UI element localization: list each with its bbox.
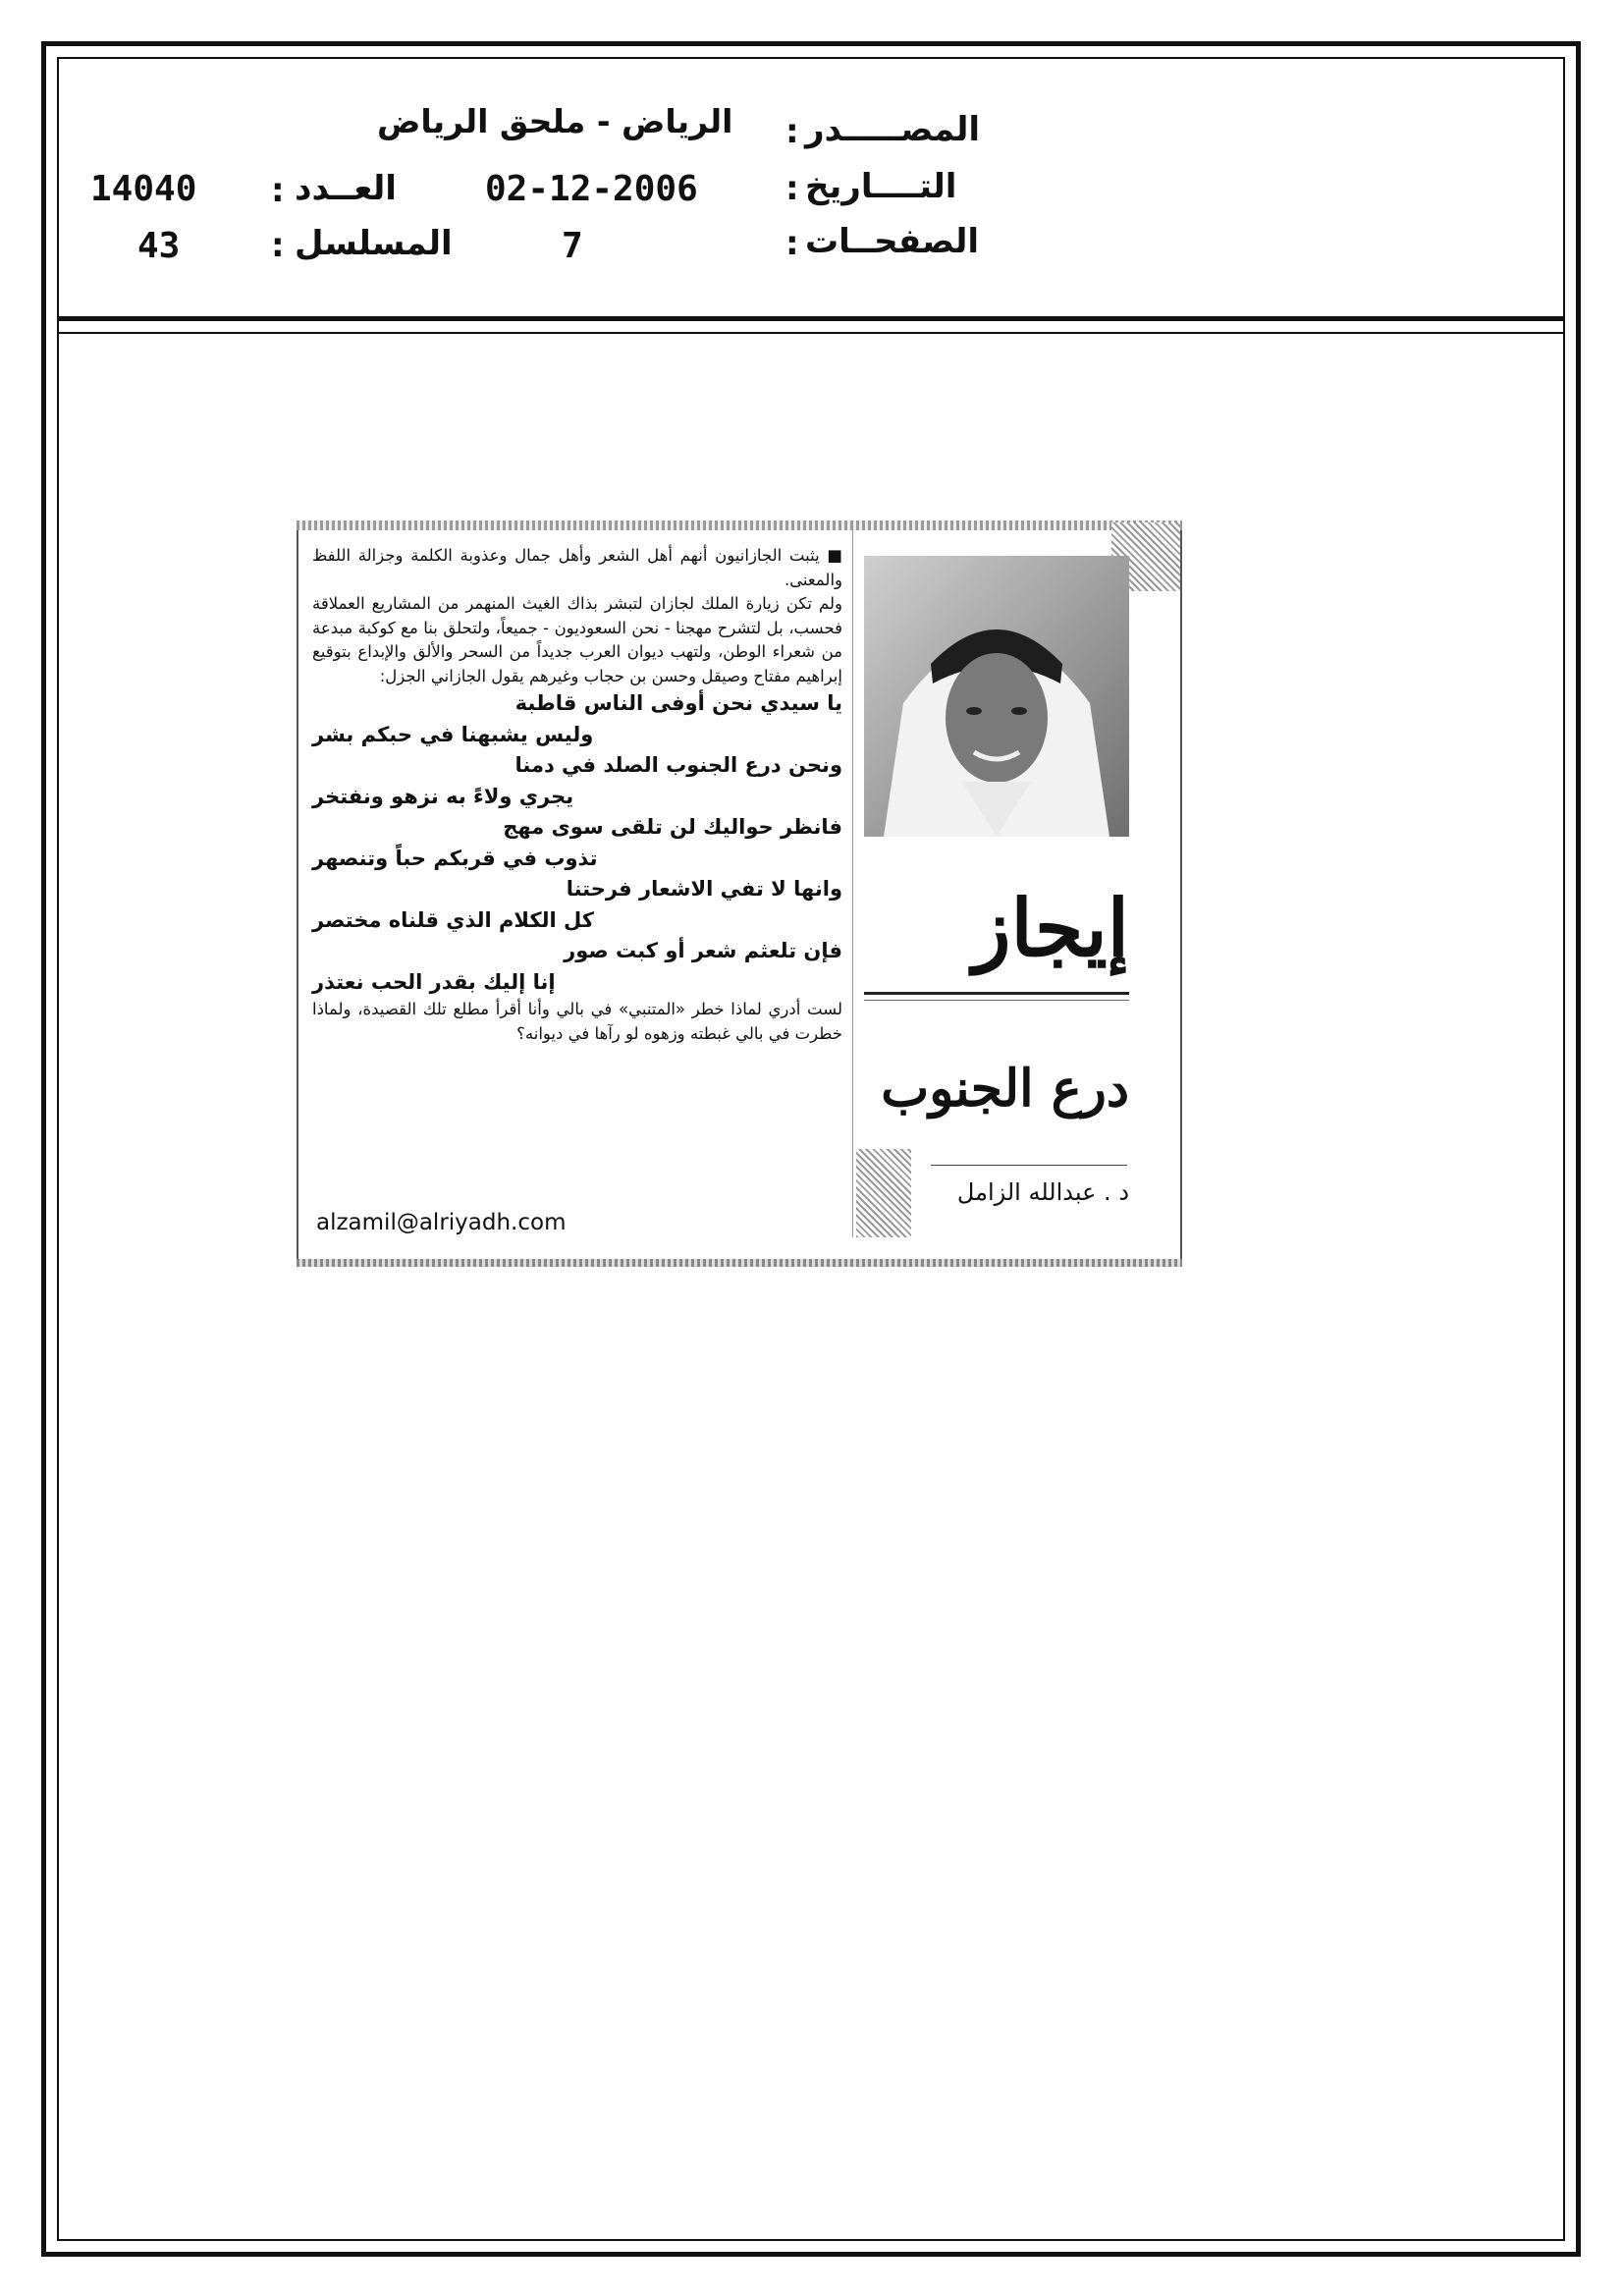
brand-rule (864, 992, 1129, 995)
header-separator (57, 316, 1565, 321)
source-colon: : (785, 112, 799, 151)
pages-colon: : (785, 224, 799, 263)
brand-rule-thin (864, 1000, 1129, 1001)
pages-value: 7 (562, 226, 583, 266)
article-paragraph: ولم تكن زيارة الملك لجازان لتبشر بذاك الغيث المنهمر من المشاريع العملاقة فحسب، بل لتشرح مهجنا - نحن السعوديون - جميعاً، ولتحلق بنا مع كوكبة مبدعة من شعراء الوطن، ولتهب ديوان العرب جديداً من السحر والألق والإبداع بتوقيع إبراهيم مفتاح وصيقل وحسن بن حجاب وغيرهم يقول الجازاني الجزل: (312, 594, 842, 685)
source-value: الرياض - ملحق الرياض (377, 102, 733, 140)
date-value: 02-12-2006 (485, 169, 698, 209)
article-title: درع الجنوب (881, 1059, 1129, 1119)
article-body (312, 544, 842, 1046)
verse-line: ونحن درع الجنوب الصلد في دمنا (514, 753, 842, 777)
column-divider (852, 530, 853, 1237)
date-colon: : (785, 169, 799, 208)
verse-line: فانظر حواليك لن تلقى سوى مهج (503, 815, 842, 839)
verse-line: يجري ولاءً به نزهو ونفتخر (312, 784, 574, 808)
issue-value: 14040 (90, 169, 197, 209)
title-rule (931, 1165, 1127, 1166)
verse-line: تذوب في قربكم حباً وتنصهر (312, 846, 598, 870)
author-photo (864, 556, 1129, 837)
verse-line: كل الكلام الذي قلناه مختصر (312, 907, 594, 932)
header-separator-thin (57, 332, 1565, 334)
verse-line: وليس يشبهنا في حبكم بشر (312, 722, 594, 746)
clipping-top-edge (297, 520, 1182, 530)
issue-colon: : (271, 171, 285, 210)
article-closing: لست أدري لماذا خطر «المتنبي» في بالي وأنا أقرأ مطلع تلك القصيدة، ولماذا خطرت في بالي غبطته وزهوه لو رآها في ديوانه؟ (312, 1000, 842, 1043)
author-email[interactable]: alzamil@alriyadh.com (316, 1210, 567, 1235)
author-name: د . عبدالله الزامل (956, 1178, 1129, 1206)
clipping-bottom-edge (297, 1259, 1182, 1267)
verse-line: وانها لا تفي الاشعار فرحتنا (566, 877, 842, 901)
source-label: المصـــــدر (805, 110, 981, 149)
verse-line: يا سيدي نحن أوفى الناس قاطبة (514, 691, 842, 715)
column-brand: إيجاز (972, 882, 1129, 974)
verse-line: إنا إليك بقدر الحب نعتذر (312, 969, 556, 994)
serial-colon: : (271, 226, 285, 265)
serial-label: المسلسل (295, 224, 453, 263)
verse-line: فإن تلعثم شعر أو كبت صور (564, 939, 842, 962)
serial-value: 43 (137, 226, 181, 266)
issue-label: العــدد (295, 169, 397, 208)
article-intro: ■ يثبت الجازانيون أنهم أهل الشعر وأهل جمال وعذوبة الكلمة وجزالة اللفظ والمعنى. (312, 546, 842, 589)
date-label: التــــاريخ (805, 167, 957, 206)
pages-label: الصفحــات (805, 222, 980, 261)
